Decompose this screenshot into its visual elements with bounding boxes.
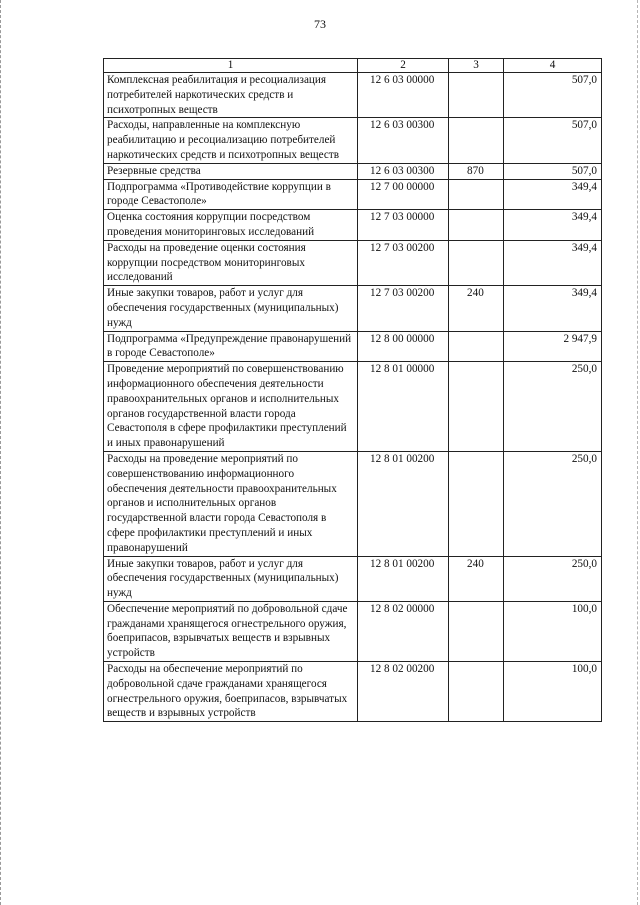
cell-name: Обеспечение мероприятий по добровольной сдаче гражданами хранящегося огнестрельного оружия, боеприпасов, взрывчатых веществ и взрывных устройств [104, 601, 358, 661]
cell-name: Оценка состояния коррупции посредством проведения мониторинговых исследований [104, 210, 358, 241]
table-row [104, 240, 602, 285]
cell-name: Расходы на проведение оценки состояния коррупции посредством мониторинговых исследований [104, 240, 358, 285]
cell-name: Подпрограмма «Противодействие коррупции в городе Севастополе» [104, 179, 358, 210]
cell-name: Резервные средства [104, 163, 358, 179]
table-row [104, 210, 602, 241]
header-col-1: 1 [104, 59, 358, 73]
cell-sum: 349,4 [504, 240, 602, 285]
table-row [104, 362, 602, 452]
cell-code: 12 8 00 00000 [358, 331, 449, 362]
table-row [104, 556, 602, 601]
cell-code: 12 7 03 00200 [358, 286, 449, 331]
cell-code: 12 8 02 00000 [358, 601, 449, 661]
cell-name: Расходы на обеспечение мероприятий по добровольной сдаче гражданами хранящегося огнестрельного оружия, боеприпасов, взрывчатых веществ и взрывных устройств [104, 662, 358, 722]
cell-sum: 507,0 [504, 73, 602, 118]
budget-table [103, 58, 602, 722]
cell-type [449, 331, 504, 362]
cell-sum: 250,0 [504, 556, 602, 601]
cell-name: Расходы, направленные на комплексную реабилитацию и ресоциализацию потребителей наркотических средств и психотропных веществ [104, 118, 358, 163]
header-col-4: 4 [504, 59, 602, 73]
cell-name: Подпрограмма «Предупреждение правонарушений в городе Севастополе» [104, 331, 358, 362]
table-row [104, 662, 602, 722]
header-col-3: 3 [449, 59, 504, 73]
cell-code: 12 6 03 00300 [358, 163, 449, 179]
cell-type: 240 [449, 556, 504, 601]
table-row [104, 601, 602, 661]
table-header-row [104, 59, 602, 73]
cell-type [449, 601, 504, 661]
cell-type [449, 240, 504, 285]
cell-type [449, 451, 504, 556]
cell-type: 870 [449, 163, 504, 179]
cell-sum: 349,4 [504, 286, 602, 331]
cell-sum: 250,0 [504, 451, 602, 556]
cell-type [449, 210, 504, 241]
cell-code: 12 8 01 00200 [358, 451, 449, 556]
scan-edge-left [0, 0, 2, 905]
cell-type: 240 [449, 286, 504, 331]
cell-code: 12 8 01 00200 [358, 556, 449, 601]
cell-sum: 2 947,9 [504, 331, 602, 362]
cell-code: 12 6 03 00000 [358, 73, 449, 118]
cell-sum: 507,0 [504, 118, 602, 163]
cell-type [449, 662, 504, 722]
cell-sum: 250,0 [504, 362, 602, 452]
cell-sum: 100,0 [504, 662, 602, 722]
page-number: 73 [314, 17, 326, 31]
cell-sum: 349,4 [504, 210, 602, 241]
cell-name: Иные закупки товаров, работ и услуг для обеспечения государственных (муниципальных) нужд [104, 556, 358, 601]
cell-type [449, 179, 504, 210]
scan-edge-right [637, 0, 639, 905]
cell-type [449, 73, 504, 118]
table-row [104, 179, 602, 210]
cell-sum: 507,0 [504, 163, 602, 179]
cell-name: Иные закупки товаров, работ и услуг для обеспечения государственных (муниципальных) нужд [104, 286, 358, 331]
cell-name: Проведение мероприятий по совершенствованию информационного обеспечения деятельности правоохранительных органов и исполнительных органов государственной власти города Севастополя в сфере профилактики преступлений и иных правонарушений [104, 362, 358, 452]
cell-code: 12 7 00 00000 [358, 179, 449, 210]
cell-code: 12 6 03 00300 [358, 118, 449, 163]
cell-sum: 349,4 [504, 179, 602, 210]
table-row [104, 163, 602, 179]
table-row [104, 451, 602, 556]
cell-code: 12 8 01 00000 [358, 362, 449, 452]
table-row [104, 73, 602, 118]
cell-type [449, 362, 504, 452]
cell-name: Расходы на проведение мероприятий по совершенствованию информационного обеспечения деятельности правоохранительных органов и исполнительных органов государственной власти города Севастополя в сфере профилактики преступлений и иных правонарушений [104, 451, 358, 556]
table-row [104, 286, 602, 331]
cell-name: Комплексная реабилитация и ресоциализация потребителей наркотических средств и психотропных веществ [104, 73, 358, 118]
cell-code: 12 7 03 00000 [358, 210, 449, 241]
cell-sum: 100,0 [504, 601, 602, 661]
cell-code: 12 8 02 00200 [358, 662, 449, 722]
header-col-2: 2 [358, 59, 449, 73]
cell-code: 12 7 03 00200 [358, 240, 449, 285]
cell-type [449, 118, 504, 163]
table-row [104, 118, 602, 163]
table-row [104, 331, 602, 362]
